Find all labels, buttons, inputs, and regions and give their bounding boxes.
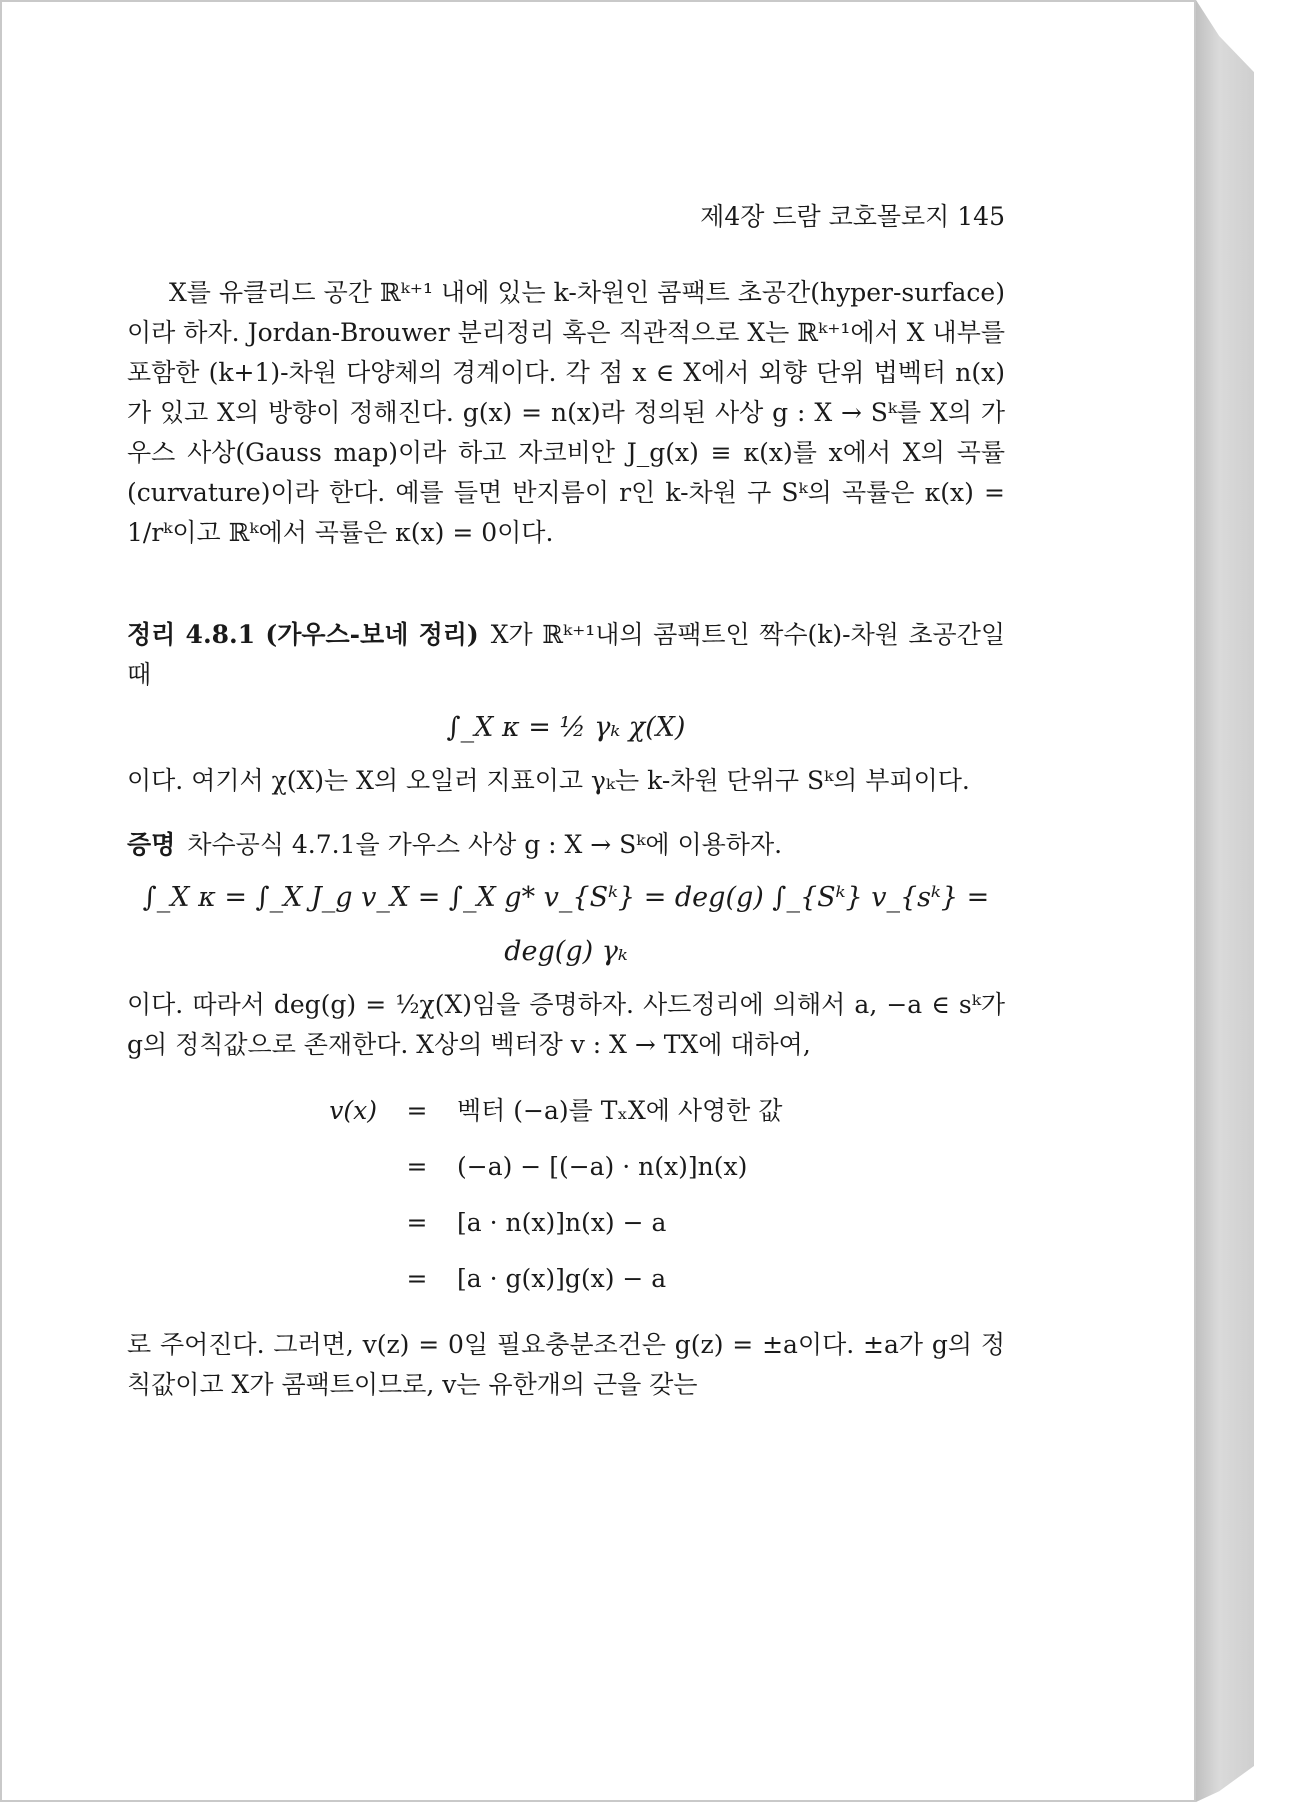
equation-row — [297, 1195, 792, 1251]
equation-rhs: [a · n(x)]n(x) − a — [457, 1208, 667, 1237]
theorem-paragraph — [127, 615, 1005, 695]
equation-row — [297, 1139, 792, 1195]
proof-formula: ∫_X κ = ∫_X J_g v_X = ∫_X g* v_{Sᵏ} = deg(g) ∫_{Sᵏ} v_{sᵏ} = deg(g) γₖ — [142, 882, 990, 967]
equals-sign: = — [406, 1264, 428, 1293]
equation-rhs: 벡터 (−a)를 TₓX에 사영한 값 — [457, 1096, 783, 1125]
proof-paragraph-2: 이다. 따라서 deg(g) = ½χ(X)임을 증명하자. 사드정리에 의해서 a, −a ∈ sᵏ가 g의 정칙값으로 존재한다. X상의 벡터장 v : X → TX에 대하여, — [127, 990, 1005, 1059]
running-head: 제4장 드람 코호몰로지 145 — [700, 202, 1005, 231]
theorem-formula: ∫_X κ = ½ γₖ χ(X) — [446, 712, 686, 743]
equation-rhs: (−a) − [(−a) · n(x)]n(x) — [457, 1152, 748, 1181]
equation-lhs: v(x) — [329, 1096, 377, 1125]
proof-label: 증명 — [127, 830, 176, 859]
proof-statement: 차수공식 4.7.1을 가우스 사상 g : X → Sᵏ에 이용하자. — [187, 830, 783, 859]
equation-lhs — [297, 1195, 387, 1251]
theorem-label: 정리 4.8.1 (가우스-보네 정리) — [127, 620, 479, 649]
equation-lhs — [297, 1139, 387, 1195]
equation-rhs: [a · g(x)]g(x) − a — [457, 1264, 667, 1293]
intro-paragraph: X를 유클리드 공간 ℝᵏ⁺¹ 내에 있는 k-차원인 콤팩트 초공간(hyper-surface)이라 하자. Jordan-Brouwer 분리정리 혹은 직관적으로 X는 ℝᵏ⁺¹에서 X 내부를 포함한 (k+1)-차원 다양체의 경계이다. 각 점 x ∈ X에서 외향 단위 법벡터 n(x)가 있고 X의 방향이 정해진다. g(x) = n(x)라 정의된 사상 g : X → Sᵏ를 X의 가우스 사상(Gauss map)이라 하고 자코비안 J_g(x) ≡ κ(x)를 x에서 X의 곡률(curvature)이라 한다. 예를 들면 반지름이 r인 k-차원 구 Sᵏ의 곡률은 κ(x) = 1/rᵏ이고 ℝᵏ에서 곡률은 κ(x) = 0이다. — [127, 278, 1005, 547]
equals-sign: = — [406, 1208, 428, 1237]
equation-row — [297, 1251, 792, 1307]
proof-paragraph — [127, 825, 1005, 865]
book-spine-shadow — [1196, 0, 1254, 1802]
equation-lhs — [297, 1251, 387, 1307]
equals-sign: = — [406, 1152, 428, 1181]
equation-row — [297, 1083, 792, 1139]
theorem-after: 이다. 여기서 χ(X)는 X의 오일러 지표이고 γₖ는 k-차원 단위구 Sᵏ의 부피이다. — [127, 766, 970, 795]
proof-paragraph-3: 로 주어진다. 그러면, v(z) = 0일 필요충분조건은 g(z) = ±a이다. ±a가 g의 정칙값이고 X가 콤팩트이므로, v는 유한개의 근을 갖는 — [127, 1330, 1005, 1399]
page-content — [127, 197, 1005, 1405]
equals-sign: = — [406, 1096, 428, 1125]
theorem-statement: X가 ℝᵏ⁺¹내의 콤팩트인 짝수(k)-차원 초공간일 때 — [127, 620, 1005, 689]
aligned-equations — [297, 1083, 792, 1307]
